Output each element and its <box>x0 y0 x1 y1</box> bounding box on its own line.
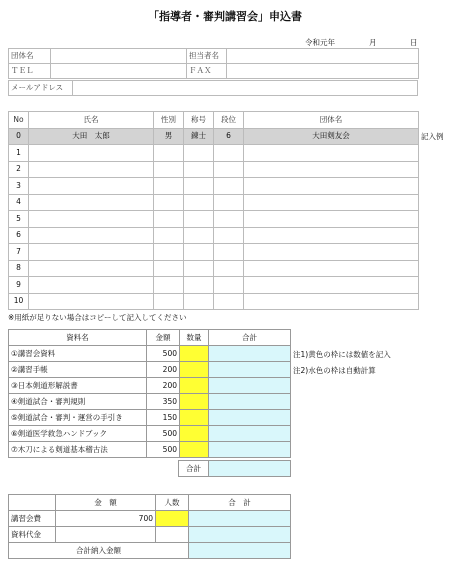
material-total <box>209 394 291 410</box>
name-cell[interactable] <box>29 293 154 310</box>
name-cell[interactable] <box>29 178 154 195</box>
material-price: 200 <box>147 378 180 394</box>
materials-col-qty: 数量 <box>180 330 209 346</box>
fees-corner <box>9 495 56 511</box>
col-dan: 段位 <box>214 112 244 129</box>
material-price: 200 <box>147 362 180 378</box>
material-price: 500 <box>147 426 180 442</box>
example-sex: 男 <box>154 128 184 145</box>
col-group: 団体名 <box>244 112 419 129</box>
material-name: ⑦木刀による剣道基本稽古法 <box>9 442 147 458</box>
material-name: ⑥剣道医学救急ハンドブック <box>9 426 147 442</box>
fax-label: ＦＡＸ <box>187 64 227 79</box>
materials-total-label: 合計 <box>179 461 209 477</box>
table-row <box>9 161 419 178</box>
sex-cell[interactable] <box>154 194 184 211</box>
materials-total-table <box>178 460 291 477</box>
example-group: 大田剣友会 <box>244 128 419 145</box>
dan-cell[interactable] <box>214 227 244 244</box>
material-row <box>9 378 291 394</box>
participant-roster <box>8 111 419 310</box>
group-cell[interactable] <box>244 260 419 277</box>
material-price: 150 <box>147 410 180 426</box>
title-cell[interactable] <box>184 227 214 244</box>
applicant-info-table <box>8 48 419 79</box>
material-total <box>209 410 291 426</box>
material-fee-people <box>156 527 189 543</box>
row-number: 8 <box>9 260 29 277</box>
sex-cell[interactable] <box>154 145 184 162</box>
material-name: ①講習会資料 <box>9 346 147 362</box>
title-cell[interactable] <box>184 178 214 195</box>
table-row <box>9 260 419 277</box>
course-fee-label: 講習会費 <box>9 511 56 527</box>
name-cell[interactable] <box>29 211 154 228</box>
material-qty-input[interactable] <box>180 426 209 442</box>
material-fee-label: 資料代金 <box>9 527 56 543</box>
dan-cell[interactable] <box>214 244 244 261</box>
col-name: 氏名 <box>29 112 154 129</box>
material-fee-total <box>189 527 291 543</box>
material-row <box>9 410 291 426</box>
fax-field[interactable] <box>227 64 419 79</box>
material-qty-input[interactable] <box>180 394 209 410</box>
dan-cell[interactable] <box>214 211 244 228</box>
material-qty-input[interactable] <box>180 378 209 394</box>
fees-table <box>8 494 291 559</box>
title-cell[interactable] <box>184 145 214 162</box>
fees-col-people: 人数 <box>156 495 189 511</box>
material-total <box>209 378 291 394</box>
col-title: 称号 <box>184 112 214 129</box>
material-name: ⑤剣道試合・審判・運営の手引き <box>9 410 147 426</box>
name-cell[interactable] <box>29 244 154 261</box>
dan-cell[interactable] <box>214 161 244 178</box>
title-cell[interactable] <box>184 211 214 228</box>
material-price: 350 <box>147 394 180 410</box>
material-total <box>209 346 291 362</box>
table-row <box>9 178 419 195</box>
page-title: 「指導者・審判講習会」申込書 <box>148 10 302 23</box>
material-qty-input[interactable] <box>180 442 209 458</box>
material-qty-input[interactable] <box>180 362 209 378</box>
person-name-field[interactable] <box>227 49 419 64</box>
row-number: 1 <box>9 145 29 162</box>
material-qty-input[interactable] <box>180 346 209 362</box>
row-number: 7 <box>9 244 29 261</box>
materials-col-price: 金額 <box>147 330 180 346</box>
materials-table <box>8 329 291 458</box>
example-tag: 記入例 <box>421 132 444 141</box>
group-name-label: 団体名 <box>9 49 51 64</box>
group-cell[interactable] <box>244 244 419 261</box>
note-blue: 注2)水色の枠は自動計算 <box>293 366 376 375</box>
table-row <box>9 277 419 294</box>
group-cell[interactable] <box>244 227 419 244</box>
sex-cell[interactable] <box>154 260 184 277</box>
example-title: 錬士 <box>184 128 214 145</box>
material-row <box>9 362 291 378</box>
material-name: ④剣道試合・審判規則 <box>9 394 147 410</box>
group-cell[interactable] <box>244 293 419 310</box>
course-fee-amount: 700 <box>56 511 156 527</box>
name-cell[interactable] <box>29 227 154 244</box>
name-cell[interactable] <box>29 194 154 211</box>
grand-total-label: 合計納入金額 <box>9 543 189 559</box>
group-cell[interactable] <box>244 178 419 195</box>
sex-cell[interactable] <box>154 244 184 261</box>
material-row <box>9 394 291 410</box>
roster-note: ※用紙が足りない場合はコピーして記入してください <box>8 313 187 322</box>
row-number: 5 <box>9 211 29 228</box>
title-cell[interactable] <box>184 277 214 294</box>
title-cell[interactable] <box>184 244 214 261</box>
table-row <box>9 194 419 211</box>
col-sex: 性別 <box>154 112 184 129</box>
table-row <box>9 293 419 310</box>
table-row <box>9 145 419 162</box>
person-name-label: 担当者名 <box>187 49 227 64</box>
tel-field[interactable] <box>51 64 187 79</box>
row-number: 2 <box>9 161 29 178</box>
group-cell[interactable] <box>244 277 419 294</box>
dan-cell[interactable] <box>214 277 244 294</box>
row-number: 3 <box>9 178 29 195</box>
dan-cell[interactable] <box>214 260 244 277</box>
group-cell[interactable] <box>244 145 419 162</box>
dan-cell[interactable] <box>214 293 244 310</box>
row-number: 9 <box>9 277 29 294</box>
material-name: ③日本剣道形解説書 <box>9 378 147 394</box>
table-row <box>9 211 419 228</box>
name-cell[interactable] <box>29 277 154 294</box>
group-cell[interactable] <box>244 194 419 211</box>
sex-cell[interactable] <box>154 211 184 228</box>
note-yellow: 注1)黄色の枠には数値を記入 <box>293 350 391 359</box>
fees-col-total: 合 計 <box>189 495 291 511</box>
sex-cell[interactable] <box>154 227 184 244</box>
title-cell[interactable] <box>184 194 214 211</box>
sex-cell[interactable] <box>154 161 184 178</box>
sex-cell[interactable] <box>154 178 184 195</box>
name-cell[interactable] <box>29 145 154 162</box>
dan-cell[interactable] <box>214 145 244 162</box>
name-cell[interactable] <box>29 260 154 277</box>
dan-cell[interactable] <box>214 178 244 195</box>
row-number: 6 <box>9 227 29 244</box>
tel-label: ＴＥＬ <box>9 64 51 79</box>
material-price: 500 <box>147 442 180 458</box>
material-name: ②講習手帳 <box>9 362 147 378</box>
materials-col-name: 資料名 <box>9 330 147 346</box>
email-table <box>8 80 418 96</box>
material-row <box>9 442 291 458</box>
sex-cell[interactable] <box>154 293 184 310</box>
material-qty-input[interactable] <box>180 410 209 426</box>
sex-cell[interactable] <box>154 277 184 294</box>
date-era: 令和元年 <box>305 38 335 47</box>
dan-cell[interactable] <box>214 194 244 211</box>
material-price: 500 <box>147 346 180 362</box>
row-number: 4 <box>9 194 29 211</box>
email-field[interactable] <box>73 81 418 96</box>
grand-total-value <box>189 543 291 559</box>
example-no: 0 <box>9 128 29 145</box>
row-number: 10 <box>9 293 29 310</box>
course-people-input[interactable] <box>156 511 189 527</box>
fees-col-amount: 金 額 <box>56 495 156 511</box>
example-dan: 6 <box>214 128 244 145</box>
material-total <box>209 362 291 378</box>
group-name-field[interactable] <box>51 49 187 64</box>
group-cell[interactable] <box>244 211 419 228</box>
date-month: 月 <box>369 38 377 47</box>
table-row <box>9 244 419 261</box>
title-cell[interactable] <box>184 161 214 178</box>
course-fee-total <box>189 511 291 527</box>
example-name: 大田 太郎 <box>29 128 154 145</box>
material-total <box>209 426 291 442</box>
col-no: No <box>9 112 29 129</box>
date-day: 日 <box>410 38 418 47</box>
title-cell[interactable] <box>184 293 214 310</box>
material-row <box>9 426 291 442</box>
title-cell[interactable] <box>184 260 214 277</box>
group-cell[interactable] <box>244 161 419 178</box>
materials-grand-total <box>209 461 291 477</box>
material-fee-amount <box>56 527 156 543</box>
materials-col-total: 合計 <box>209 330 291 346</box>
material-row <box>9 346 291 362</box>
material-total <box>209 442 291 458</box>
name-cell[interactable] <box>29 161 154 178</box>
example-row <box>9 128 419 145</box>
email-label: メールアドレス <box>9 81 73 96</box>
table-row <box>9 227 419 244</box>
